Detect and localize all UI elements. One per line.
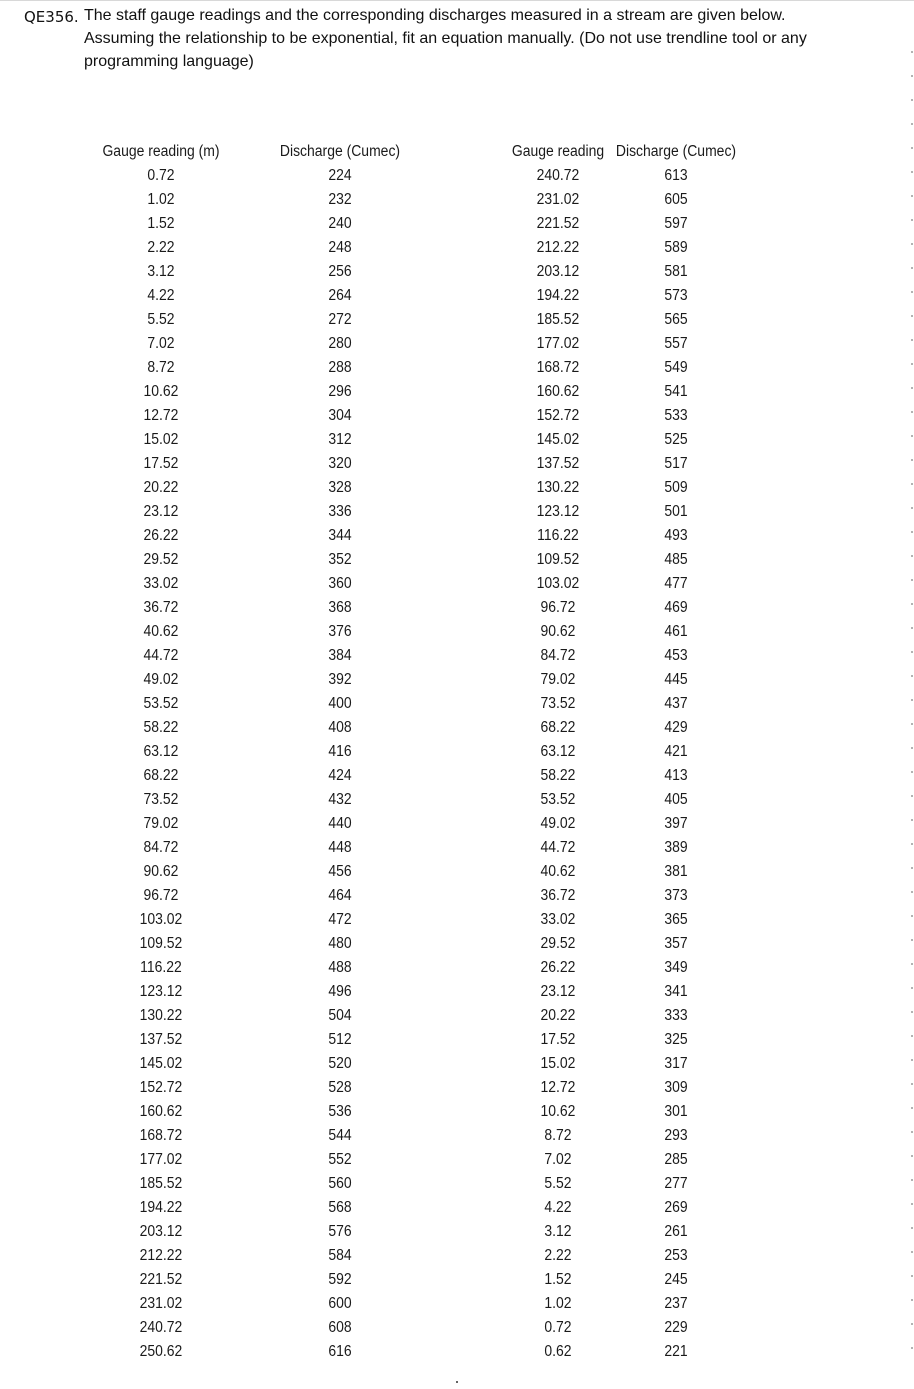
table-cell: 288 <box>328 359 352 376</box>
table-cell: 15.02 <box>540 1055 576 1072</box>
right-edge-dotted-border <box>911 40 913 1360</box>
table-cell: 5.52 <box>544 1175 572 1192</box>
table-cell: 73.52 <box>540 695 576 712</box>
column-header: Gauge reading <box>511 143 605 160</box>
table-cell: 344 <box>328 527 352 544</box>
table-cell: 600 <box>328 1295 352 1312</box>
table-cell: 7.02 <box>147 335 175 352</box>
table-cell: 581 <box>664 263 688 280</box>
question-line: programming language) <box>84 53 254 70</box>
table-cell: 109.52 <box>536 551 580 568</box>
table-cell: 432 <box>328 791 352 808</box>
table-cell: 277 <box>664 1175 688 1192</box>
table-cell: 397 <box>664 815 688 832</box>
table-cell: 84.72 <box>540 647 576 664</box>
table-cell: 1.52 <box>544 1271 572 1288</box>
table-cell: 15.02 <box>143 431 179 448</box>
table-cell: 194.22 <box>139 1199 183 1216</box>
table-cell: 17.52 <box>143 455 179 472</box>
table-cell: 280 <box>328 335 352 352</box>
table-cell: 269 <box>664 1199 688 1216</box>
table-cell: 4.22 <box>544 1199 572 1216</box>
table-cell: 360 <box>328 575 352 592</box>
table-cell: 584 <box>328 1247 352 1264</box>
table-cell: 73.52 <box>143 791 179 808</box>
question-line: Assuming the relationship to be exponential, fit an equation manually. (Do not use trendline tool or any <box>84 30 807 47</box>
table-cell: 541 <box>664 383 688 400</box>
table-cell: 185.52 <box>536 311 580 328</box>
table-cell: 565 <box>664 311 688 328</box>
table-cell: 325 <box>664 1031 688 1048</box>
table-cell: 533 <box>664 407 688 424</box>
table-cell: 440 <box>328 815 352 832</box>
table-cell: 245 <box>664 1271 688 1288</box>
table-cell: 160.62 <box>536 383 580 400</box>
table-cell: 464 <box>328 887 352 904</box>
table-cell: 392 <box>328 671 352 688</box>
table-cell: 109.52 <box>139 935 183 952</box>
table-cell: 58.22 <box>143 719 179 736</box>
table-cell: 53.52 <box>143 695 179 712</box>
table-cell: 525 <box>664 431 688 448</box>
table-cell: 605 <box>664 191 688 208</box>
table-cell: 576 <box>328 1223 352 1240</box>
table-cell: 301 <box>664 1103 688 1120</box>
table-cell: 3.12 <box>544 1223 572 1240</box>
table-cell: 240.72 <box>139 1319 183 1336</box>
table-cell: 29.52 <box>540 935 576 952</box>
table-cell: 20.22 <box>540 1007 576 1024</box>
table-cell: 44.72 <box>143 647 179 664</box>
table-cell: 0.72 <box>147 167 175 184</box>
table-cell: 3.12 <box>147 263 175 280</box>
table-cell: 608 <box>328 1319 352 1336</box>
table-cell: 357 <box>664 935 688 952</box>
table-cell: 240 <box>328 215 352 232</box>
table-cell: 528 <box>328 1079 352 1096</box>
table-cell: 597 <box>664 215 688 232</box>
table-cell: 333 <box>664 1007 688 1024</box>
table-cell: 312 <box>328 431 352 448</box>
table-cell: 96.72 <box>143 887 179 904</box>
column-gauge-reading-1 <box>97 140 225 1364</box>
table-cell: 168.72 <box>139 1127 183 1144</box>
table-cell: 90.62 <box>540 623 576 640</box>
table-cell: 130.22 <box>536 479 580 496</box>
table-cell: 304 <box>328 407 352 424</box>
table-cell: 68.22 <box>143 767 179 784</box>
table-cell: 212.22 <box>536 239 580 256</box>
table-cell: 229 <box>664 1319 688 1336</box>
table-cell: 293 <box>664 1127 688 1144</box>
table-cell: 212.22 <box>139 1247 183 1264</box>
table-cell: 23.12 <box>143 503 179 520</box>
table-cell: 504 <box>328 1007 352 1024</box>
table-cell: 400 <box>328 695 352 712</box>
table-cell: 2.22 <box>147 239 175 256</box>
table-cell: 296 <box>328 383 352 400</box>
table-cell: 90.62 <box>143 863 179 880</box>
table-cell: 272 <box>328 311 352 328</box>
table-cell: 317 <box>664 1055 688 1072</box>
table-cell: 96.72 <box>540 599 576 616</box>
table-cell: 237 <box>664 1295 688 1312</box>
table-cell: 469 <box>664 599 688 616</box>
table-cell: 493 <box>664 527 688 544</box>
table-cell: 12.72 <box>143 407 179 424</box>
table-cell: 472 <box>328 911 352 928</box>
table-cell: 352 <box>328 551 352 568</box>
table-cell: 616 <box>328 1343 352 1360</box>
question-line: The staff gauge readings and the corresponding discharges measured in a stream are given below. <box>84 7 786 24</box>
table-cell: 152.72 <box>139 1079 183 1096</box>
table-cell: 240.72 <box>536 167 580 184</box>
table-cell: 203.12 <box>139 1223 183 1240</box>
table-cell: 36.72 <box>143 599 179 616</box>
table-cell: 10.62 <box>540 1103 576 1120</box>
column-header: Discharge (Cumec) <box>615 143 737 160</box>
table-cell: 381 <box>664 863 688 880</box>
column-header: Gauge reading (m) <box>102 143 220 160</box>
table-cell: 177.02 <box>139 1151 183 1168</box>
table-cell: 250.62 <box>139 1343 183 1360</box>
table-cell: 10.62 <box>143 383 179 400</box>
table-cell: 573 <box>664 287 688 304</box>
table-cell: 376 <box>328 623 352 640</box>
table-cell: 53.52 <box>540 791 576 808</box>
table-cell: 23.12 <box>540 983 576 1000</box>
table-cell: 560 <box>328 1175 352 1192</box>
table-cell: 103.02 <box>536 575 580 592</box>
table-cell: 448 <box>328 839 352 856</box>
table-cell: 168.72 <box>536 359 580 376</box>
table-cell: 456 <box>328 863 352 880</box>
table-cell: 116.22 <box>140 959 182 976</box>
table-cell: 33.02 <box>540 911 576 928</box>
table-cell: 7.02 <box>544 1151 572 1168</box>
table-cell: 405 <box>664 791 688 808</box>
table-cell: 453 <box>664 647 688 664</box>
table-cell: 416 <box>328 743 352 760</box>
table-cell: 0.72 <box>544 1319 572 1336</box>
table-cell: 501 <box>664 503 688 520</box>
table-cell: 485 <box>664 551 688 568</box>
question-text <box>84 4 844 73</box>
table-cell: 224 <box>328 167 352 184</box>
table-cell: 368 <box>328 599 352 616</box>
table-cell: 26.22 <box>540 959 576 976</box>
table-cell: 445 <box>664 671 688 688</box>
table-cell: 309 <box>664 1079 688 1096</box>
table-cell: 8.72 <box>544 1127 572 1144</box>
table-cell: 429 <box>664 719 688 736</box>
table-cell: 58.22 <box>540 767 576 784</box>
table-cell: 84.72 <box>143 839 179 856</box>
table-cell: 20.22 <box>143 479 179 496</box>
table-cell: 44.72 <box>540 839 576 856</box>
table-cell: 194.22 <box>536 287 580 304</box>
table-cell: 253 <box>664 1247 688 1264</box>
table-cell: 40.62 <box>540 863 576 880</box>
table-cell: 613 <box>664 167 688 184</box>
table-cell: 177.02 <box>536 335 580 352</box>
table-cell: 123.12 <box>139 983 183 1000</box>
table-cell: 4.22 <box>147 287 175 304</box>
table-cell: 413 <box>664 767 688 784</box>
table-cell: 232 <box>328 191 352 208</box>
table-cell: 1.02 <box>544 1295 572 1312</box>
table-cell: 373 <box>664 887 688 904</box>
table-cell: 336 <box>328 503 352 520</box>
table-cell: 145.02 <box>139 1055 183 1072</box>
table-cell: 544 <box>328 1127 352 1144</box>
table-cell: 477 <box>664 575 688 592</box>
table-cell: 26.22 <box>143 527 179 544</box>
column-gauge-reading-2 <box>495 140 621 1364</box>
table-cell: 1.52 <box>147 215 175 232</box>
top-border <box>0 0 914 1</box>
table-cell: 341 <box>664 983 688 1000</box>
table-cell: 79.02 <box>540 671 576 688</box>
table-cell: 384 <box>328 647 352 664</box>
table-cell: 231.02 <box>536 191 580 208</box>
table-cell: 568 <box>328 1199 352 1216</box>
table-cell: 592 <box>328 1271 352 1288</box>
table-cell: 152.72 <box>536 407 580 424</box>
table-cell: 49.02 <box>540 815 576 832</box>
table-cell: 349 <box>664 959 688 976</box>
table-cell: 520 <box>328 1055 352 1072</box>
table-cell: 231.02 <box>139 1295 183 1312</box>
table-cell: 421 <box>664 743 688 760</box>
table-cell: 320 <box>328 455 352 472</box>
table-cell: 437 <box>664 695 688 712</box>
table-cell: 123.12 <box>536 503 580 520</box>
table-cell: 79.02 <box>143 815 179 832</box>
table-cell: 389 <box>664 839 688 856</box>
table-cell: 33.02 <box>143 575 179 592</box>
table-cell: 68.22 <box>540 719 576 736</box>
table-cell: 185.52 <box>139 1175 183 1192</box>
table-cell: 221 <box>664 1343 688 1360</box>
table-cell: 145.02 <box>536 431 580 448</box>
table-cell: 63.12 <box>143 743 179 760</box>
table-cell: 49.02 <box>143 671 179 688</box>
table-cell: 221.52 <box>139 1271 183 1288</box>
table-cell: 552 <box>328 1151 352 1168</box>
table-cell: 256 <box>328 263 352 280</box>
table-cell: 285 <box>664 1151 688 1168</box>
question-id: QE356. <box>24 8 79 26</box>
table-cell: 488 <box>328 959 352 976</box>
table-cell: 221.52 <box>536 215 580 232</box>
table-cell: 2.22 <box>544 1247 572 1264</box>
table-cell: 509 <box>664 479 688 496</box>
table-cell: 12.72 <box>540 1079 576 1096</box>
table-cell: 137.52 <box>536 455 580 472</box>
table-cell: 160.62 <box>139 1103 183 1120</box>
table-cell: 424 <box>328 767 352 784</box>
table-cell: 549 <box>664 359 688 376</box>
table-cell: 130.22 <box>139 1007 183 1024</box>
table-cell: 137.52 <box>139 1031 183 1048</box>
stray-dot <box>456 1381 458 1383</box>
table-cell: 63.12 <box>540 743 576 760</box>
table-cell: 8.72 <box>147 359 175 376</box>
column-header: Discharge (Cumec) <box>279 143 401 160</box>
table-cell: 261 <box>664 1223 688 1240</box>
table-cell: 116.22 <box>537 527 579 544</box>
table-cell: 36.72 <box>540 887 576 904</box>
table-cell: 29.52 <box>143 551 179 568</box>
table-cell: 512 <box>328 1031 352 1048</box>
table-cell: 517 <box>664 455 688 472</box>
table-cell: 103.02 <box>139 911 183 928</box>
table-cell: 203.12 <box>536 263 580 280</box>
table-cell: 40.62 <box>143 623 179 640</box>
column-discharge-1 <box>277 140 403 1364</box>
table-cell: 248 <box>328 239 352 256</box>
table-cell: 17.52 <box>540 1031 576 1048</box>
column-discharge-2 <box>613 140 739 1364</box>
table-cell: 461 <box>664 623 688 640</box>
table-cell: 328 <box>328 479 352 496</box>
table-cell: 557 <box>664 335 688 352</box>
table-cell: 5.52 <box>147 311 175 328</box>
table-cell: 496 <box>328 983 352 1000</box>
table-cell: 589 <box>664 239 688 256</box>
table-cell: 480 <box>328 935 352 952</box>
table-cell: 365 <box>664 911 688 928</box>
table-cell: 536 <box>328 1103 352 1120</box>
table-cell: 0.62 <box>544 1343 572 1360</box>
table-cell: 408 <box>328 719 352 736</box>
table-cell: 1.02 <box>147 191 175 208</box>
table-cell: 264 <box>328 287 352 304</box>
